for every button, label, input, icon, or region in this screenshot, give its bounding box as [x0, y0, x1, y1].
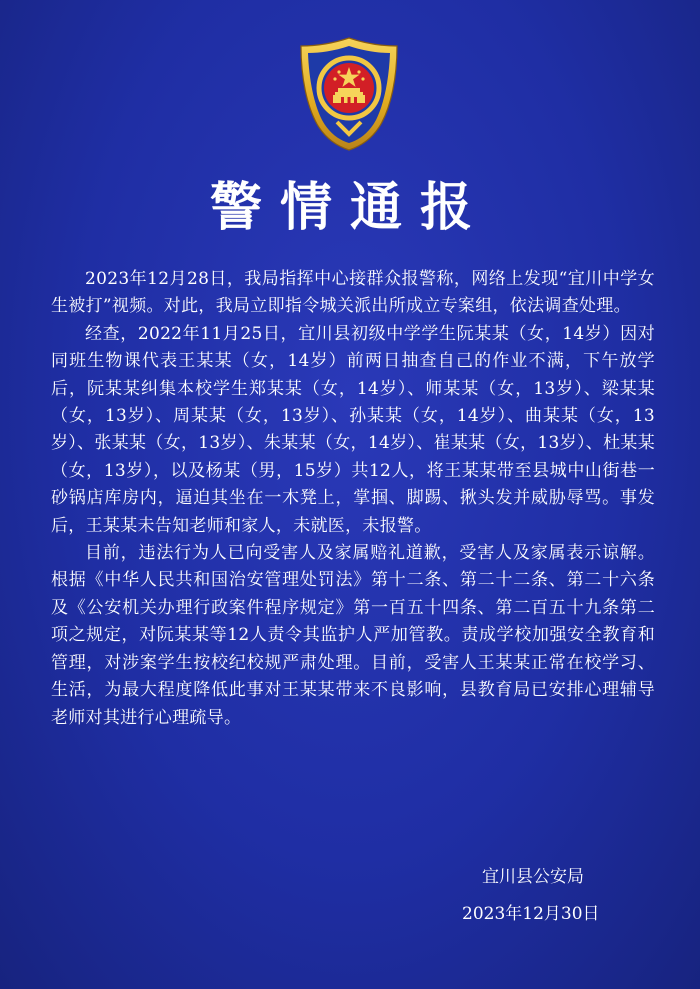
notice-title: 警情通报	[209, 178, 490, 238]
issuing-organization: 宜川县公安局	[482, 867, 584, 887]
notice-paragraph-3: 目前，违法行为人已向受害人及家属赔礼道歉，受害人及家属表示谅解。根据《中华人民共和国治安管理处罚法》第十二条、第二十二条、第二十六条及《公安机关办理行政案件程序规定》第一百五十四条、第二百五十九条第二项之规定，对阮某某等12人责令其监护人严加管教。责成学校加强安全教育和管理，对涉案学生按校纪校规严肃处理。目前，受害人王某某正常在校学习、生活，为最大程度降低此事对王某某带来不良影响，县教育局已安排心理辅导老师对其进行心理疏导。	[51, 543, 655, 728]
police-badge-icon	[297, 34, 401, 152]
issue-date: 2023年12月30日	[462, 904, 600, 924]
notice-paragraph-1: 2023年12月28日，我局指挥中心接群众报警称，网络上发现“宜川中学女生被打”视频。对此，我局立即指令城关派出所成立专案组，依法调查处理。	[51, 269, 655, 317]
notice-body	[51, 266, 655, 732]
notice-paragraph-2: 经查，2022年11月25日，宜川县初级中学学生阮某某（女，14岁）因对同班生物课代表王某某（女，14岁）前两日抽查自己的作业不满，下午放学后，阮某某纠集本校学生郑某某（女，14岁）、师某某（女，13岁）、梁某某（女，13岁）、周某某（女，13岁）、孙某某（女，14岁）、曲某某（女，13岁）、张某某（女，13岁）、朱某某（女，14岁）、崔某某（女，13岁）、杜某某（女，13岁），以及杨某（男，15岁）共12人，将王某某带至县城中山街巷一砂锅店库房内，逼迫其坐在一木凳上，掌掴、脚踢、揪头发并威胁辱骂。事发后，王某某未告知老师和家人，未就医，未报警。	[51, 323, 655, 536]
notice-signature	[462, 862, 662, 929]
